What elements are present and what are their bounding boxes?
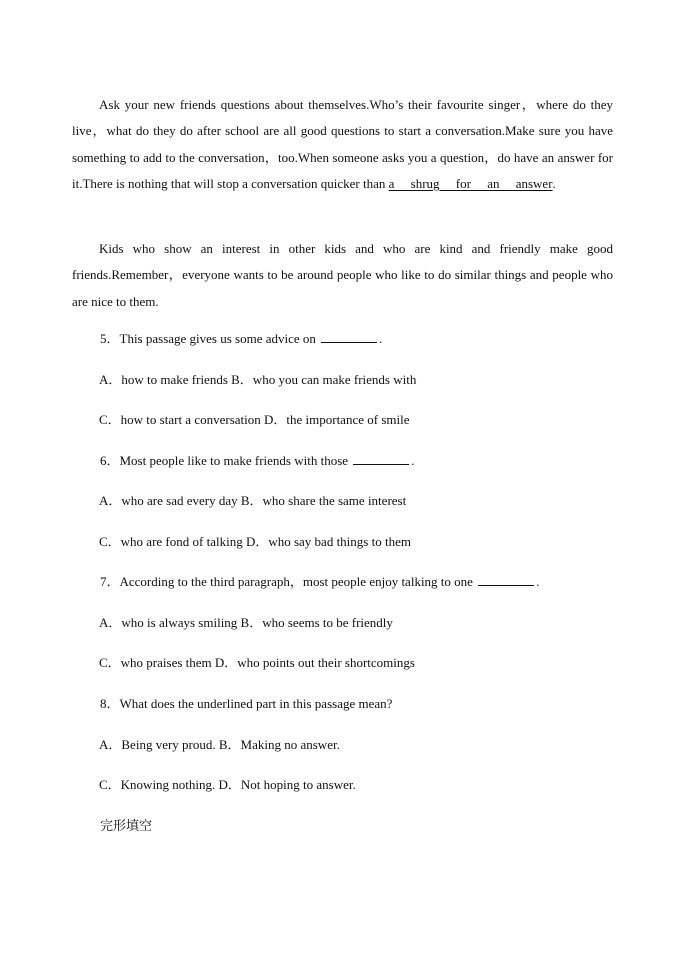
question-5-stem — [100, 330, 382, 348]
question-7-stem — [100, 573, 539, 591]
question-6-options-ab: A．who are sad every day B．who share the same interest — [99, 493, 407, 508]
passage-paragraph-1 — [72, 92, 613, 197]
passage-paragraph-2 — [72, 236, 613, 315]
underlined-phrase: a shrug for an answer — [388, 175, 553, 191]
answer-blank — [478, 573, 534, 586]
answer-blank — [353, 452, 409, 465]
question-8-text: 8．What does the underlined part in this passage mean? — [100, 696, 393, 711]
question-6-options-cd: C．who are fond of talking D．who say bad things to them — [99, 534, 411, 549]
paragraph-1-text: Ask your new friends questions about themselves.Who’s their favourite singer，where do they live，what do they do after school are all good questions to start a conversation.Make sure you have something to add to the conversation，too.When someone asks you a question，do have an answer for it.There is nothing that will stop a conversation quicker than — [72, 97, 613, 191]
question-5-options-cd: C．how to start a conversation D．the importance of smile — [99, 412, 410, 427]
question-7-options-cd: C．who praises them D．who points out their shortcomings — [99, 655, 415, 670]
question-5-period: . — [379, 331, 383, 346]
question-6-text: 6．Most people like to make friends with those — [100, 453, 349, 468]
question-5-text: 5．This passage gives us some advice on — [100, 331, 316, 346]
section-heading-cloze: 完形填空 — [100, 819, 153, 834]
answer-blank — [321, 330, 377, 343]
paragraph-2-text: Kids who show an interest in other kids and who are kind and friendly make good friends.Remember，everyone wants to be around people who like to do similar things and people who are nice to them. — [72, 241, 613, 309]
question-7-options-ab: A．who is always smiling B．who seems to be friendly — [99, 615, 393, 630]
question-8-options-cd: C．Knowing nothing. D．Not hoping to answer. — [99, 777, 356, 792]
question-6-stem — [100, 452, 415, 470]
question-6-period: . — [411, 453, 415, 468]
question-8-options-ab: A．Being very proud. B．Making no answer. — [99, 737, 340, 752]
question-8-stem — [100, 695, 392, 713]
question-7-period: . — [536, 574, 540, 589]
paragraph-1-end: . — [552, 175, 556, 191]
question-7-text: 7．According to the third paragraph，most people enjoy talking to one — [100, 574, 473, 589]
question-5-options-ab: A．how to make friends B．who you can make friends with — [99, 372, 417, 387]
